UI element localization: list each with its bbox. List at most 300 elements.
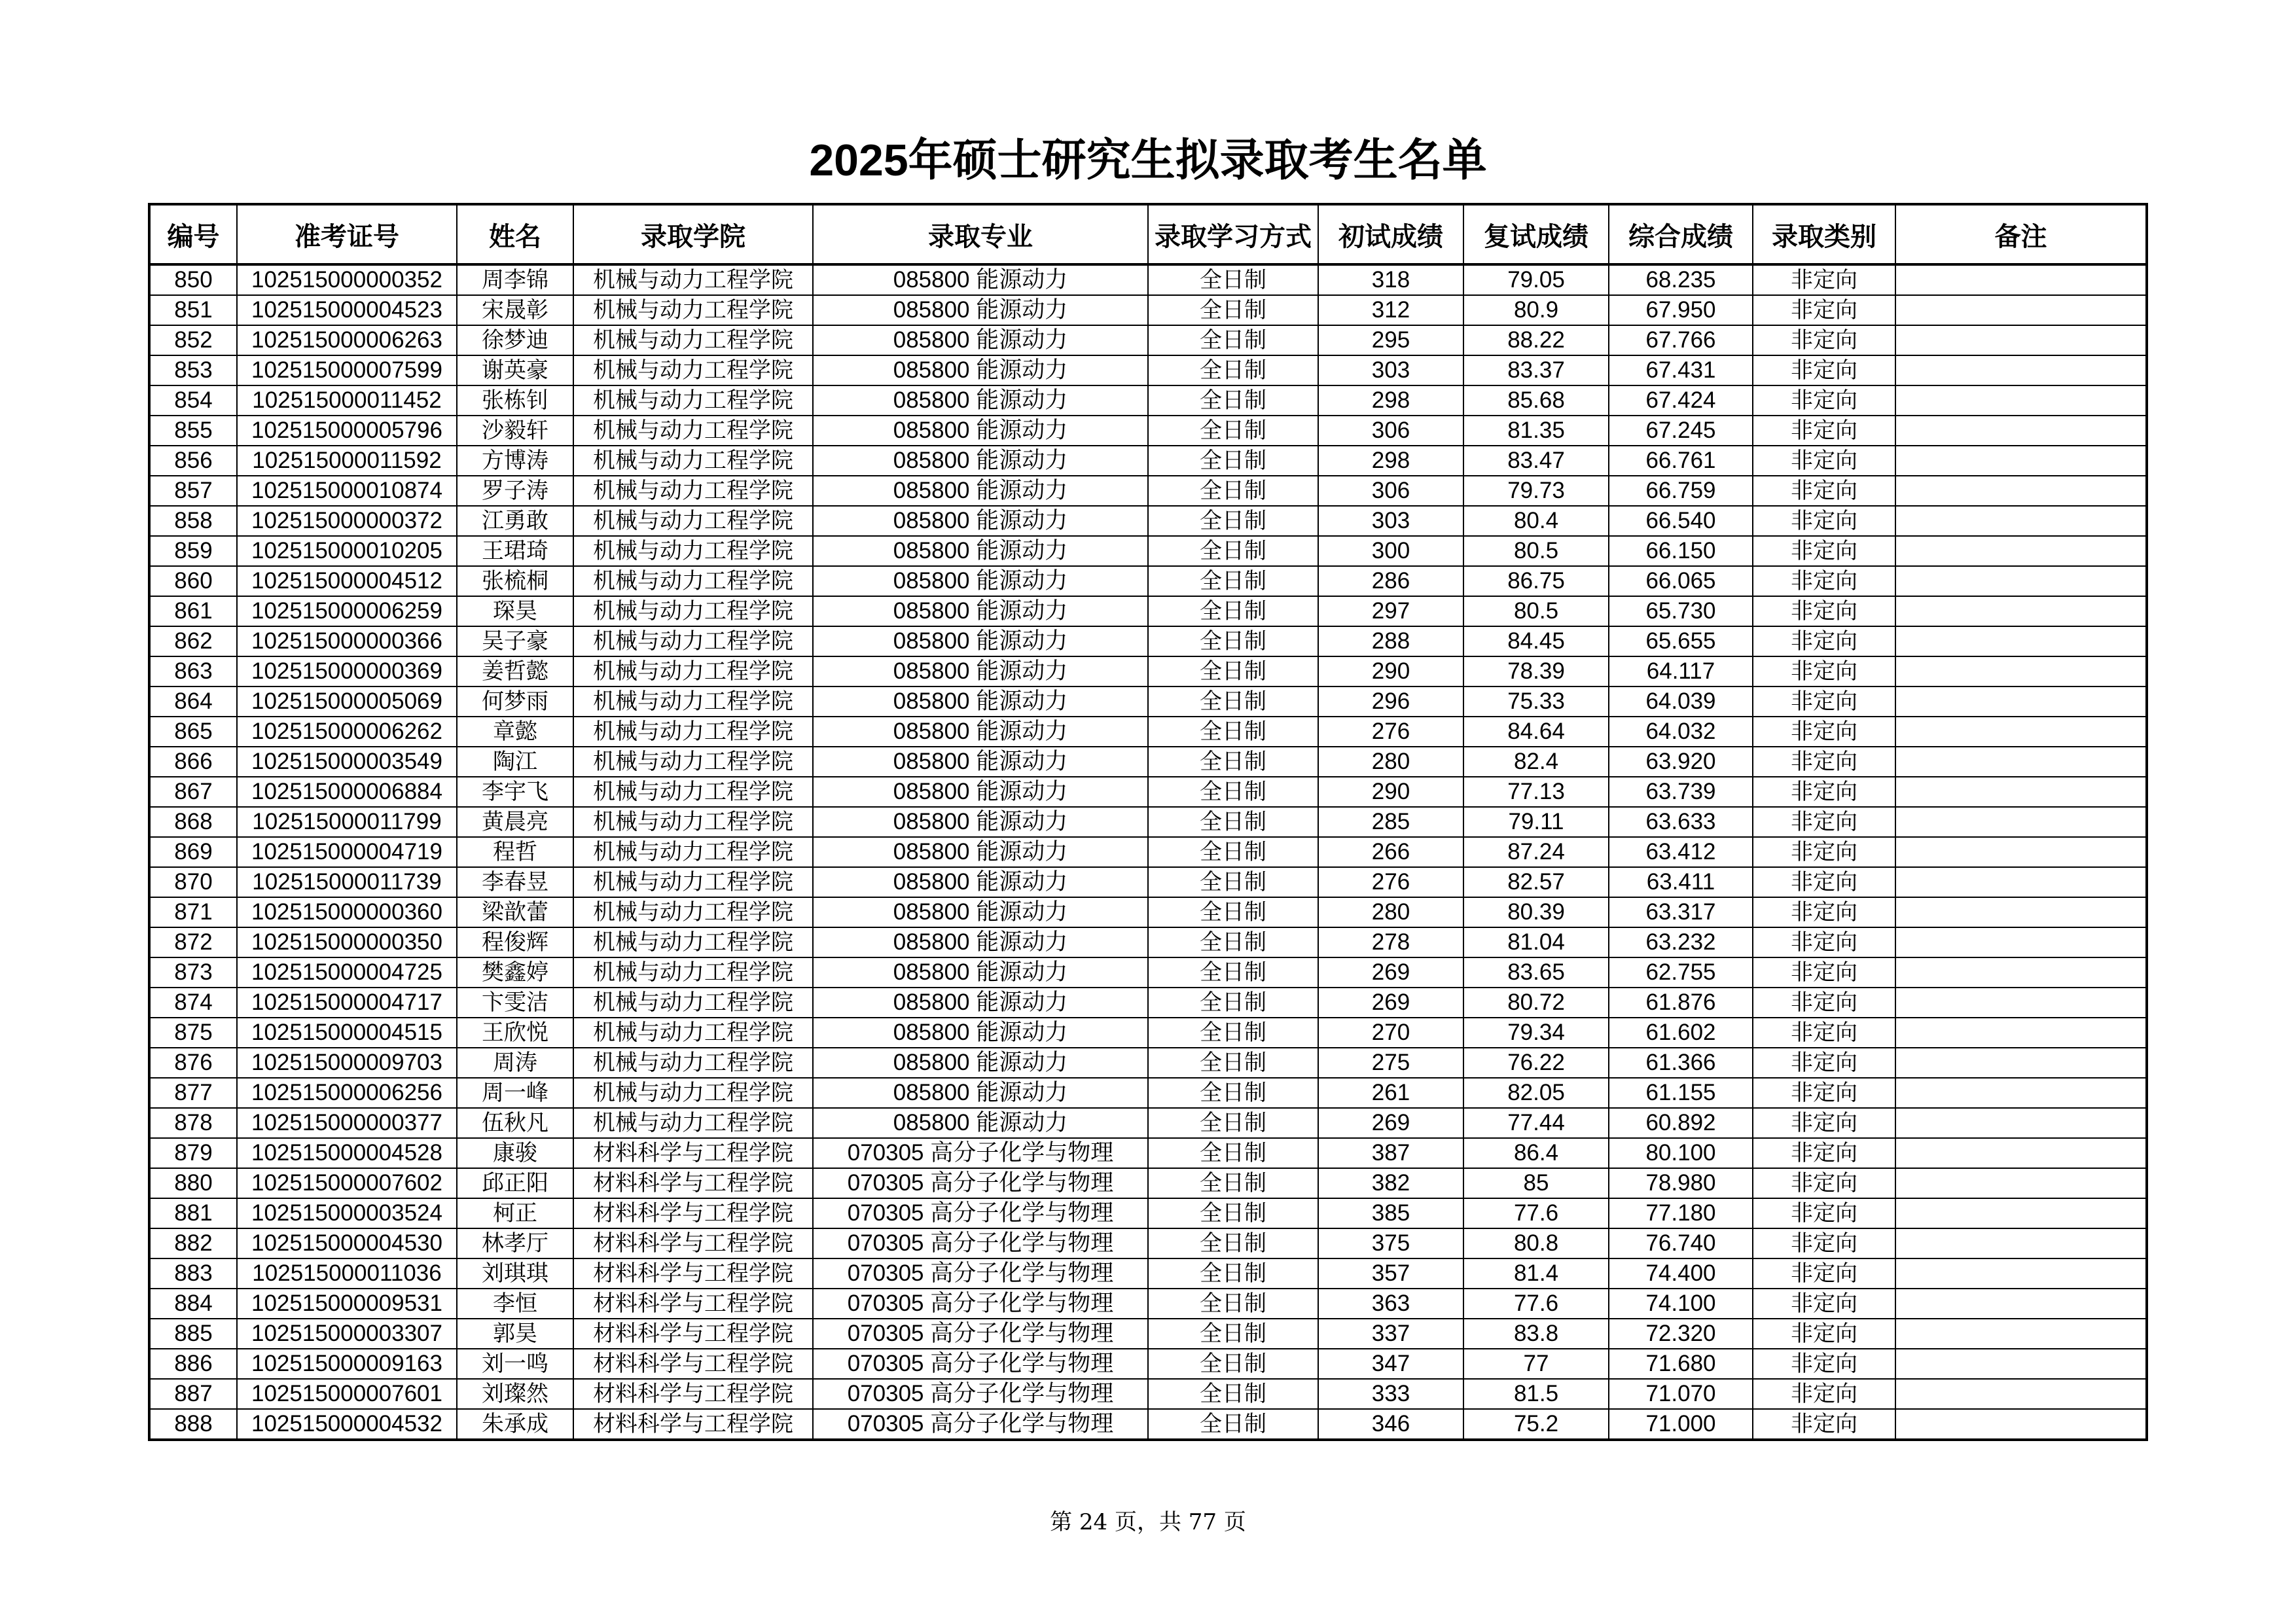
cell-exam-number: 102515000006884: [237, 777, 457, 807]
cell-college: 机械与动力工程学院: [573, 747, 813, 777]
cell-category: 非定向: [1753, 355, 1895, 385]
cell-remarks: [1895, 416, 2147, 446]
cell-retest-score: 79.34: [1463, 1018, 1609, 1048]
cell-study-mode: 全日制: [1148, 867, 1318, 897]
table-row: [149, 837, 2147, 867]
cell-row-id: 860: [149, 566, 237, 596]
cell-remarks: [1895, 1379, 2147, 1409]
cell-retest-score: 87.24: [1463, 837, 1609, 867]
cell-study-mode: 全日制: [1148, 1138, 1318, 1168]
cell-exam-number: 102515000000360: [237, 897, 457, 927]
cell-category: 非定向: [1753, 988, 1895, 1018]
header-col-exam-number: 准考证号: [237, 204, 457, 264]
table-row: [149, 566, 2147, 596]
cell-study-mode: 全日制: [1148, 416, 1318, 446]
cell-category: 非定向: [1753, 1409, 1895, 1440]
cell-remarks: [1895, 807, 2147, 837]
cell-total-score: 66.540: [1609, 506, 1753, 536]
cell-row-id: 863: [149, 656, 237, 687]
table-row: [149, 1409, 2147, 1440]
cell-row-id: 865: [149, 717, 237, 747]
cell-student-name: 李恒: [457, 1289, 573, 1319]
cell-study-mode: 全日制: [1148, 897, 1318, 927]
cell-major: 085800 能源动力: [813, 656, 1148, 687]
table-row: [149, 687, 2147, 717]
cell-retest-score: 80.5: [1463, 536, 1609, 566]
table-row: [149, 807, 2147, 837]
cell-major: 085800 能源动力: [813, 927, 1148, 957]
cell-study-mode: 全日制: [1148, 988, 1318, 1018]
cell-remarks: [1895, 1048, 2147, 1078]
cell-college: 机械与动力工程学院: [573, 295, 813, 325]
cell-row-id: 888: [149, 1409, 237, 1440]
cell-major: 085800 能源动力: [813, 807, 1148, 837]
cell-initial-score: 295: [1318, 325, 1463, 355]
cell-total-score: 63.411: [1609, 867, 1753, 897]
cell-study-mode: 全日制: [1148, 446, 1318, 476]
cell-study-mode: 全日制: [1148, 777, 1318, 807]
cell-initial-score: 286: [1318, 566, 1463, 596]
cell-major: 070305 高分子化学与物理: [813, 1289, 1148, 1319]
cell-student-name: 章懿: [457, 717, 573, 747]
table-row: [149, 476, 2147, 506]
cell-category: 非定向: [1753, 957, 1895, 988]
cell-row-id: 872: [149, 927, 237, 957]
cell-college: 机械与动力工程学院: [573, 1018, 813, 1048]
header-col-study-mode: 录取学习方式: [1148, 204, 1318, 264]
table-row: [149, 264, 2147, 295]
cell-row-id: 877: [149, 1078, 237, 1108]
cell-remarks: [1895, 385, 2147, 416]
cell-remarks: [1895, 536, 2147, 566]
cell-remarks: [1895, 1319, 2147, 1349]
cell-remarks: [1895, 1409, 2147, 1440]
cell-total-score: 61.366: [1609, 1048, 1753, 1078]
cell-initial-score: 298: [1318, 385, 1463, 416]
cell-initial-score: 297: [1318, 596, 1463, 626]
cell-exam-number: 102515000007601: [237, 1379, 457, 1409]
cell-initial-score: 306: [1318, 416, 1463, 446]
cell-study-mode: 全日制: [1148, 506, 1318, 536]
cell-study-mode: 全日制: [1148, 1198, 1318, 1228]
cell-initial-score: 363: [1318, 1289, 1463, 1319]
cell-total-score: 72.320: [1609, 1319, 1753, 1349]
cell-study-mode: 全日制: [1148, 656, 1318, 687]
cell-category: 非定向: [1753, 1168, 1895, 1198]
cell-initial-score: 278: [1318, 927, 1463, 957]
cell-retest-score: 84.45: [1463, 626, 1609, 656]
cell-row-id: 857: [149, 476, 237, 506]
table-row: [149, 1168, 2147, 1198]
cell-study-mode: 全日制: [1148, 295, 1318, 325]
cell-total-score: 65.730: [1609, 596, 1753, 626]
cell-retest-score: 83.37: [1463, 355, 1609, 385]
cell-study-mode: 全日制: [1148, 747, 1318, 777]
cell-college: 机械与动力工程学院: [573, 867, 813, 897]
cell-exam-number: 102515000003549: [237, 747, 457, 777]
cell-study-mode: 全日制: [1148, 476, 1318, 506]
document-title: 2025年硕士研究生拟录取考生名单: [809, 135, 1487, 185]
cell-major: 085800 能源动力: [813, 566, 1148, 596]
cell-row-id: 880: [149, 1168, 237, 1198]
cell-remarks: [1895, 656, 2147, 687]
cell-student-name: 朱承成: [457, 1409, 573, 1440]
table-row: [149, 1258, 2147, 1289]
cell-college: 机械与动力工程学院: [573, 837, 813, 867]
cell-exam-number: 102515000004528: [237, 1138, 457, 1168]
cell-remarks: [1895, 927, 2147, 957]
cell-total-score: 64.032: [1609, 717, 1753, 747]
cell-row-id: 854: [149, 385, 237, 416]
cell-major: 085800 能源动力: [813, 837, 1148, 867]
table-row: [149, 325, 2147, 355]
cell-retest-score: 85.68: [1463, 385, 1609, 416]
cell-retest-score: 77: [1463, 1349, 1609, 1379]
cell-major: 085800 能源动力: [813, 1108, 1148, 1138]
cell-initial-score: 290: [1318, 656, 1463, 687]
cell-total-score: 78.980: [1609, 1168, 1753, 1198]
cell-exam-number: 102515000000350: [237, 927, 457, 957]
cell-exam-number: 102515000005796: [237, 416, 457, 446]
table-row: [149, 777, 2147, 807]
cell-major: 070305 高分子化学与物理: [813, 1228, 1148, 1258]
cell-initial-score: 280: [1318, 747, 1463, 777]
table-row: [149, 1018, 2147, 1048]
cell-total-score: 80.100: [1609, 1138, 1753, 1168]
cell-study-mode: 全日制: [1148, 1319, 1318, 1349]
cell-exam-number: 102515000006259: [237, 596, 457, 626]
cell-student-name: 伍秋凡: [457, 1108, 573, 1138]
cell-row-id: 883: [149, 1258, 237, 1289]
cell-remarks: [1895, 1018, 2147, 1048]
cell-row-id: 874: [149, 988, 237, 1018]
cell-total-score: 63.739: [1609, 777, 1753, 807]
cell-remarks: [1895, 1289, 2147, 1319]
cell-study-mode: 全日制: [1148, 1078, 1318, 1108]
cell-remarks: [1895, 295, 2147, 325]
cell-total-score: 74.100: [1609, 1289, 1753, 1319]
cell-remarks: [1895, 1078, 2147, 1108]
cell-student-name: 程哲: [457, 837, 573, 867]
cell-college: 材料科学与工程学院: [573, 1409, 813, 1440]
cell-remarks: [1895, 446, 2147, 476]
cell-category: 非定向: [1753, 626, 1895, 656]
cell-exam-number: 102515000000377: [237, 1108, 457, 1138]
cell-row-id: 858: [149, 506, 237, 536]
cell-row-id: 882: [149, 1228, 237, 1258]
cell-total-score: 76.740: [1609, 1228, 1753, 1258]
cell-student-name: 周一峰: [457, 1078, 573, 1108]
table-row: [149, 596, 2147, 626]
cell-row-id: 871: [149, 897, 237, 927]
cell-total-score: 77.180: [1609, 1198, 1753, 1228]
cell-row-id: 850: [149, 264, 237, 295]
cell-category: 非定向: [1753, 717, 1895, 747]
cell-retest-score: 82.05: [1463, 1078, 1609, 1108]
cell-study-mode: 全日制: [1148, 566, 1318, 596]
cell-remarks: [1895, 566, 2147, 596]
cell-student-name: 王欣悦: [457, 1018, 573, 1048]
cell-total-score: 66.150: [1609, 536, 1753, 566]
cell-retest-score: 86.4: [1463, 1138, 1609, 1168]
table-row: [149, 717, 2147, 747]
cell-initial-score: 269: [1318, 957, 1463, 988]
cell-category: 非定向: [1753, 1048, 1895, 1078]
cell-remarks: [1895, 325, 2147, 355]
cell-remarks: [1895, 837, 2147, 867]
table-row: [149, 1349, 2147, 1379]
cell-remarks: [1895, 747, 2147, 777]
cell-total-score: 71.070: [1609, 1379, 1753, 1409]
cell-initial-score: 266: [1318, 837, 1463, 867]
cell-college: 机械与动力工程学院: [573, 506, 813, 536]
cell-exam-number: 102515000009703: [237, 1048, 457, 1078]
cell-remarks: [1895, 596, 2147, 626]
cell-retest-score: 80.9: [1463, 295, 1609, 325]
cell-exam-number: 102515000006263: [237, 325, 457, 355]
cell-initial-score: 288: [1318, 626, 1463, 656]
page-footer: 第 24 页，共 77 页: [1050, 1509, 1246, 1535]
cell-initial-score: 347: [1318, 1349, 1463, 1379]
table-row: [149, 747, 2147, 777]
cell-initial-score: 312: [1318, 295, 1463, 325]
cell-initial-score: 385: [1318, 1198, 1463, 1228]
table-row: [149, 1198, 2147, 1228]
cell-study-mode: 全日制: [1148, 1108, 1318, 1138]
cell-total-score: 66.759: [1609, 476, 1753, 506]
cell-college: 机械与动力工程学院: [573, 325, 813, 355]
cell-exam-number: 102515000004523: [237, 295, 457, 325]
cell-student-name: 李宇飞: [457, 777, 573, 807]
cell-study-mode: 全日制: [1148, 1168, 1318, 1198]
cell-remarks: [1895, 867, 2147, 897]
cell-college: 机械与动力工程学院: [573, 897, 813, 927]
cell-student-name: 刘璨然: [457, 1379, 573, 1409]
admission-table: [148, 203, 2148, 1441]
cell-total-score: 68.235: [1609, 264, 1753, 295]
cell-college: 机械与动力工程学院: [573, 626, 813, 656]
cell-remarks: [1895, 1168, 2147, 1198]
cell-exam-number: 102515000003524: [237, 1198, 457, 1228]
cell-retest-score: 79.73: [1463, 476, 1609, 506]
cell-exam-number: 102515000007599: [237, 355, 457, 385]
table-row: [149, 1228, 2147, 1258]
cell-retest-score: 83.47: [1463, 446, 1609, 476]
cell-major: 085800 能源动力: [813, 476, 1148, 506]
cell-major: 085800 能源动力: [813, 897, 1148, 927]
cell-student-name: 林孝厅: [457, 1228, 573, 1258]
cell-exam-number: 102515000006256: [237, 1078, 457, 1108]
cell-row-id: 887: [149, 1379, 237, 1409]
cell-college: 机械与动力工程学院: [573, 927, 813, 957]
cell-category: 非定向: [1753, 566, 1895, 596]
table-row: [149, 1319, 2147, 1349]
cell-student-name: 刘一鸣: [457, 1349, 573, 1379]
table-row: [149, 1108, 2147, 1138]
cell-college: 机械与动力工程学院: [573, 717, 813, 747]
cell-exam-number: 102515000000352: [237, 264, 457, 295]
cell-study-mode: 全日制: [1148, 355, 1318, 385]
cell-college: 机械与动力工程学院: [573, 566, 813, 596]
cell-total-score: 63.317: [1609, 897, 1753, 927]
cell-college: 材料科学与工程学院: [573, 1138, 813, 1168]
table-row: [149, 355, 2147, 385]
cell-total-score: 67.950: [1609, 295, 1753, 325]
cell-remarks: [1895, 777, 2147, 807]
cell-major: 085800 能源动力: [813, 1018, 1148, 1048]
cell-major: 085800 能源动力: [813, 295, 1148, 325]
cell-exam-number: 102515000004725: [237, 957, 457, 988]
cell-student-name: 邱正阳: [457, 1168, 573, 1198]
cell-total-score: 63.232: [1609, 927, 1753, 957]
cell-remarks: [1895, 1258, 2147, 1289]
cell-study-mode: 全日制: [1148, 1409, 1318, 1440]
cell-row-id: 855: [149, 416, 237, 446]
cell-category: 非定向: [1753, 1138, 1895, 1168]
cell-total-score: 67.245: [1609, 416, 1753, 446]
cell-retest-score: 77.6: [1463, 1198, 1609, 1228]
cell-study-mode: 全日制: [1148, 264, 1318, 295]
cell-retest-score: 83.8: [1463, 1319, 1609, 1349]
cell-major: 085800 能源动力: [813, 264, 1148, 295]
cell-study-mode: 全日制: [1148, 596, 1318, 626]
cell-row-id: 885: [149, 1319, 237, 1349]
cell-study-mode: 全日制: [1148, 687, 1318, 717]
cell-student-name: 徐梦迪: [457, 325, 573, 355]
cell-remarks: [1895, 1108, 2147, 1138]
cell-retest-score: 79.11: [1463, 807, 1609, 837]
cell-major: 085800 能源动力: [813, 596, 1148, 626]
cell-study-mode: 全日制: [1148, 1228, 1318, 1258]
cell-initial-score: 285: [1318, 807, 1463, 837]
cell-college: 机械与动力工程学院: [573, 957, 813, 988]
cell-retest-score: 81.04: [1463, 927, 1609, 957]
table-row: [149, 1138, 2147, 1168]
cell-row-id: 878: [149, 1108, 237, 1138]
cell-category: 非定向: [1753, 325, 1895, 355]
cell-row-id: 886: [149, 1349, 237, 1379]
cell-retest-score: 77.44: [1463, 1108, 1609, 1138]
cell-retest-score: 84.64: [1463, 717, 1609, 747]
cell-student-name: 周李锦: [457, 264, 573, 295]
cell-major: 085800 能源动力: [813, 506, 1148, 536]
cell-student-name: 程俊辉: [457, 927, 573, 957]
cell-initial-score: 375: [1318, 1228, 1463, 1258]
cell-initial-score: 357: [1318, 1258, 1463, 1289]
cell-total-score: 64.117: [1609, 656, 1753, 687]
cell-student-name: 刘琪琪: [457, 1258, 573, 1289]
cell-remarks: [1895, 1198, 2147, 1228]
cell-remarks: [1895, 897, 2147, 927]
cell-exam-number: 102515000000369: [237, 656, 457, 687]
cell-college: 机械与动力工程学院: [573, 1048, 813, 1078]
cell-student-name: 黄晨亮: [457, 807, 573, 837]
cell-category: 非定向: [1753, 1379, 1895, 1409]
cell-major: 085800 能源动力: [813, 957, 1148, 988]
cell-major: 085800 能源动力: [813, 867, 1148, 897]
cell-total-score: 64.039: [1609, 687, 1753, 717]
cell-major: 085800 能源动力: [813, 988, 1148, 1018]
cell-category: 非定向: [1753, 1349, 1895, 1379]
cell-student-name: 张梳桐: [457, 566, 573, 596]
cell-major: 085800 能源动力: [813, 687, 1148, 717]
cell-student-name: 姜哲懿: [457, 656, 573, 687]
cell-remarks: [1895, 1349, 2147, 1379]
cell-major: 070305 高分子化学与物理: [813, 1349, 1148, 1379]
cell-student-name: 康骏: [457, 1138, 573, 1168]
cell-retest-score: 76.22: [1463, 1048, 1609, 1078]
cell-row-id: 862: [149, 626, 237, 656]
cell-total-score: 71.680: [1609, 1349, 1753, 1379]
cell-remarks: [1895, 988, 2147, 1018]
cell-category: 非定向: [1753, 416, 1895, 446]
cell-major: 085800 能源动力: [813, 626, 1148, 656]
cell-college: 材料科学与工程学院: [573, 1198, 813, 1228]
cell-category: 非定向: [1753, 1228, 1895, 1258]
cell-student-name: 吴子豪: [457, 626, 573, 656]
cell-remarks: [1895, 1138, 2147, 1168]
cell-retest-score: 80.8: [1463, 1228, 1609, 1258]
cell-college: 机械与动力工程学院: [573, 1108, 813, 1138]
cell-student-name: 梁歆蕾: [457, 897, 573, 927]
cell-student-name: 樊鑫婷: [457, 957, 573, 988]
cell-exam-number: 102515000003307: [237, 1319, 457, 1349]
cell-category: 非定向: [1753, 1289, 1895, 1319]
table-row: [149, 536, 2147, 566]
table-body: [149, 264, 2147, 1440]
cell-exam-number: 102515000004530: [237, 1228, 457, 1258]
cell-college: 机械与动力工程学院: [573, 596, 813, 626]
cell-initial-score: 387: [1318, 1138, 1463, 1168]
cell-college: 材料科学与工程学院: [573, 1289, 813, 1319]
cell-category: 非定向: [1753, 295, 1895, 325]
cell-study-mode: 全日制: [1148, 837, 1318, 867]
cell-student-name: 陶江: [457, 747, 573, 777]
cell-major: 070305 高分子化学与物理: [813, 1409, 1148, 1440]
cell-initial-score: 276: [1318, 717, 1463, 747]
cell-student-name: 谢英豪: [457, 355, 573, 385]
cell-major: 085800 能源动力: [813, 416, 1148, 446]
cell-student-name: 李春昱: [457, 867, 573, 897]
cell-major: 070305 高分子化学与物理: [813, 1319, 1148, 1349]
cell-exam-number: 102515000006262: [237, 717, 457, 747]
cell-college: 机械与动力工程学院: [573, 536, 813, 566]
cell-total-score: 62.755: [1609, 957, 1753, 988]
cell-initial-score: 280: [1318, 897, 1463, 927]
cell-college: 材料科学与工程学院: [573, 1349, 813, 1379]
header-col-total-score: 综合成绩: [1609, 204, 1753, 264]
cell-initial-score: 318: [1318, 264, 1463, 295]
cell-total-score: 65.655: [1609, 626, 1753, 656]
cell-study-mode: 全日制: [1148, 536, 1318, 566]
table-row: [149, 385, 2147, 416]
cell-total-score: 66.065: [1609, 566, 1753, 596]
table-row: [149, 1289, 2147, 1319]
cell-row-id: 851: [149, 295, 237, 325]
cell-exam-number: 102515000004512: [237, 566, 457, 596]
cell-major: 085800 能源动力: [813, 355, 1148, 385]
cell-total-score: 63.633: [1609, 807, 1753, 837]
cell-initial-score: 261: [1318, 1078, 1463, 1108]
header-col-major: 录取专业: [813, 204, 1148, 264]
cell-college: 机械与动力工程学院: [573, 385, 813, 416]
cell-category: 非定向: [1753, 476, 1895, 506]
cell-study-mode: 全日制: [1148, 1258, 1318, 1289]
cell-total-score: 71.000: [1609, 1409, 1753, 1440]
cell-student-name: 方博涛: [457, 446, 573, 476]
cell-total-score: 74.400: [1609, 1258, 1753, 1289]
cell-remarks: [1895, 717, 2147, 747]
